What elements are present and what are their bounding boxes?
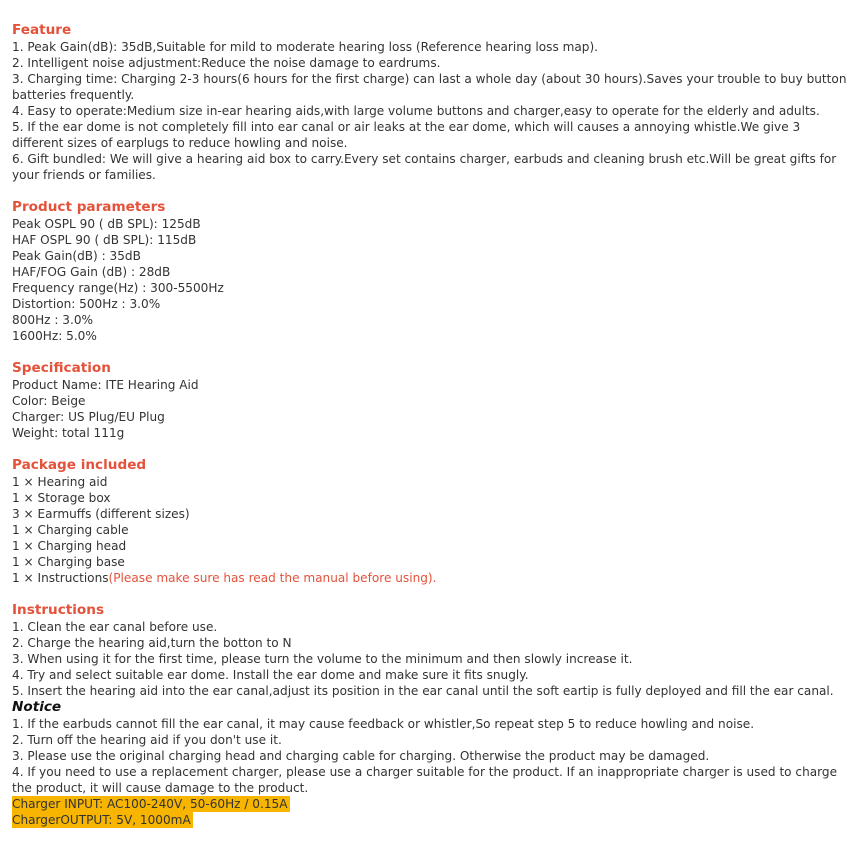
charger-output-highlight: ChargerOUTPUT: 5V, 1000mA bbox=[12, 813, 191, 827]
parameter-line: 800Hz : 3.0% bbox=[12, 313, 94, 327]
feature-item: 1. Peak Gain(dB): 35dB,Suitable for mild to moderate hearing loss (Reference hearing loss map). bbox=[12, 40, 599, 54]
package-item: 3 × Earmuffs (different sizes) bbox=[12, 507, 190, 521]
instruction-step: 5. Insert the hearing aid into the ear canal,adjust its position in the ear canal until the soft eartip is fully deployed and fill the ear canal. bbox=[12, 684, 834, 698]
manual-warning-note: (Please make sure has read the manual before using) bbox=[108, 571, 433, 585]
product-description bbox=[12, 22, 852, 844]
charger-input-line bbox=[12, 796, 852, 812]
notice-item: 4. If you need to use a replacement charger, please use a charger suitable for the product. If an inappropriate charger is used to charge the product, it will cause damage to the product. bbox=[12, 765, 838, 795]
feature-section bbox=[12, 22, 852, 183]
instructions-heading: Instructions bbox=[12, 602, 105, 618]
package-item: 1 × Storage box bbox=[12, 491, 111, 505]
specification-line: Charger: US Plug/EU Plug bbox=[12, 410, 165, 424]
charger-input-highlight: Charger INPUT: AC100-240V, 50-60Hz / 0.15A bbox=[12, 797, 288, 811]
feature-item: 6. Gift bundled: We will give a hearing aid box to carry.Every set contains charger, earbuds and cleaning brush etc.Will be great gifts for your friends or families. bbox=[12, 152, 837, 182]
package-item-label: 1 × Instructions bbox=[12, 571, 109, 585]
instruction-step: 3. When using it for the first time, please turn the volume to the minimum and then slowly increase it. bbox=[12, 652, 633, 666]
package-heading: Package included bbox=[12, 457, 147, 473]
parameter-line: Peak OSPL 90 ( dB SPL): 125dB bbox=[12, 217, 201, 231]
specification-line: Product Name: ITE Hearing Aid bbox=[12, 378, 199, 392]
parameter-line: HAF/FOG Gain (dB) : 28dB bbox=[12, 265, 171, 279]
parameter-line: Distortion: 500Hz : 3.0% bbox=[12, 297, 161, 311]
instruction-step: 4. Try and select suitable ear dome. Install the ear dome and make sure it fits snugly. bbox=[12, 668, 529, 682]
feature-item: 5. If the ear dome is not completely fill into ear canal or air leaks at the ear dome, which will causes a annoying whistle.We give 3 different sizes of earplugs to reduce howling and noise. bbox=[12, 120, 801, 150]
parameter-line: HAF OSPL 90 ( dB SPL): 115dB bbox=[12, 233, 197, 247]
parameters-heading: Product parameters bbox=[12, 199, 166, 215]
package-section bbox=[12, 457, 852, 586]
package-item-instructions bbox=[12, 570, 852, 586]
notice-item: 2. Turn off the hearing aid if you don't use it. bbox=[12, 733, 282, 747]
package-item: 1 × Charging base bbox=[12, 555, 125, 569]
package-item: 1 × Charging head bbox=[12, 539, 127, 553]
specification-line: Weight: total 111g bbox=[12, 426, 125, 440]
manual-warning-period: . bbox=[432, 571, 437, 585]
feature-heading: Feature bbox=[12, 22, 72, 38]
parameter-line: 1600Hz: 5.0% bbox=[12, 329, 97, 343]
feature-item: 3. Charging time: Charging 2-3 hours(6 hours for the first charge) can last a whole day (about 30 hours).Saves your trouble to buy button batteries frequently. bbox=[12, 72, 847, 102]
parameter-line: Peak Gain(dB) : 35dB bbox=[12, 249, 141, 263]
instruction-step: 2. Charge the hearing aid,turn the botton to N bbox=[12, 636, 292, 650]
instructions-section bbox=[12, 602, 852, 828]
specification-heading: Specification bbox=[12, 360, 111, 376]
specification-line: Color: Beige bbox=[12, 394, 86, 408]
specification-section bbox=[12, 360, 852, 441]
parameters-section bbox=[12, 199, 852, 344]
notice-heading: Notice bbox=[12, 699, 62, 715]
package-item: 1 × Charging cable bbox=[12, 523, 129, 537]
instruction-step: 1. Clean the ear canal before use. bbox=[12, 620, 218, 634]
parameter-line: Frequency range(Hz) : 300-5500Hz bbox=[12, 281, 224, 295]
package-item: 1 × Hearing aid bbox=[12, 475, 108, 489]
feature-item: 2. Intelligent noise adjustment:Reduce the noise damage to eardrums. bbox=[12, 56, 441, 70]
feature-item: 4. Easy to operate:Medium size in-ear hearing aids,with large volume buttons and charger,easy to operate for the elderly and adults. bbox=[12, 104, 820, 118]
charger-output-line bbox=[12, 812, 852, 828]
notice-item: 3. Please use the original charging head and charging cable for charging. Otherwise the product may be damaged. bbox=[12, 749, 710, 763]
notice-item: 1. If the earbuds cannot fill the ear canal, it may cause feedback or whistler,So repeat step 5 to reduce howling and noise. bbox=[12, 717, 755, 731]
